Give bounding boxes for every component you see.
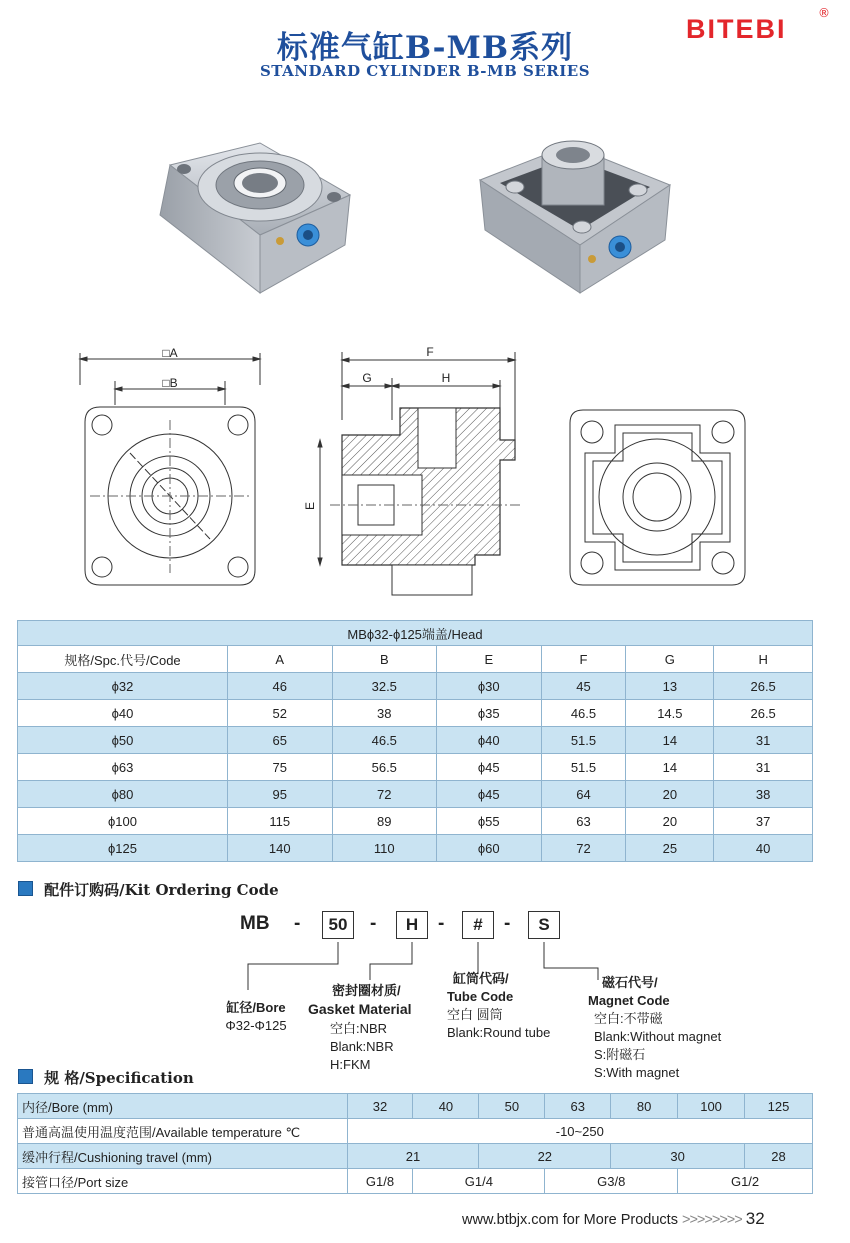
table-cell: 89 bbox=[332, 808, 437, 835]
gasket-option: H:FKM bbox=[330, 1057, 371, 1072]
code-bore-box: 50 bbox=[322, 911, 354, 939]
table-cell: 65 bbox=[228, 727, 332, 754]
kit-heading-text: 配件订购码/Kit Ordering Code bbox=[44, 881, 279, 899]
magnet-title-cn: 磁石代号/ bbox=[602, 975, 658, 990]
gasket-title-cn: 密封圈材质/ bbox=[332, 983, 401, 998]
magnet-option: S:附磁石 bbox=[594, 1047, 646, 1062]
table-cell: 95 bbox=[228, 781, 332, 808]
table-cell: 46.5 bbox=[541, 700, 626, 727]
table-row bbox=[18, 835, 813, 862]
drawing-section-view bbox=[300, 340, 540, 605]
table-cell: ϕ35 bbox=[437, 700, 541, 727]
spec-row-port bbox=[18, 1169, 813, 1194]
table-cell: 20 bbox=[626, 781, 714, 808]
magnet-option: Blank:Without magnet bbox=[594, 1029, 722, 1044]
footer-link[interactable]: www.btbjx.com for More Products bbox=[462, 1212, 678, 1228]
spec-cell: 22 bbox=[479, 1144, 611, 1169]
table-cell: 56.5 bbox=[332, 754, 437, 781]
gasket-block bbox=[308, 982, 412, 1074]
column-header: B bbox=[332, 646, 437, 673]
table-cell: ϕ45 bbox=[437, 754, 541, 781]
dim-label-f: F bbox=[426, 345, 434, 359]
spec-cell: 63 bbox=[545, 1094, 611, 1119]
table-cell: 75 bbox=[228, 754, 332, 781]
spec-label: 内径/Bore (mm) bbox=[18, 1094, 348, 1119]
gasket-title-en: Gasket Material bbox=[308, 1001, 412, 1017]
code-dash: - bbox=[438, 913, 445, 934]
table-cell: 38 bbox=[714, 781, 813, 808]
spec-row-bore bbox=[18, 1094, 813, 1119]
tube-title-cn: 缸筒代码/ bbox=[453, 971, 509, 986]
table-cell: ϕ40 bbox=[437, 727, 541, 754]
magnet-option: S:With magnet bbox=[594, 1065, 680, 1080]
tube-title-en: Tube Code bbox=[447, 989, 514, 1004]
spec-cell: 21 bbox=[347, 1144, 479, 1169]
table-cell: 25 bbox=[626, 835, 714, 862]
table-cell: ϕ55 bbox=[437, 808, 541, 835]
magnet-title-en: Magnet Code bbox=[588, 993, 670, 1008]
dim-label-g: G bbox=[362, 371, 372, 385]
spec-cell: -10~250 bbox=[347, 1119, 812, 1144]
kit-section-heading bbox=[18, 880, 279, 901]
table-cell: 13 bbox=[626, 673, 714, 700]
page-title: 标准气缸B-MB系列 bbox=[276, 30, 574, 66]
spec-cell: 125 bbox=[745, 1094, 813, 1119]
column-header: E bbox=[437, 646, 541, 673]
drawing-front-view bbox=[70, 345, 270, 595]
table-cell: ϕ100 bbox=[18, 808, 228, 835]
spec-row-temperature bbox=[18, 1119, 813, 1144]
table-cell: ϕ32 bbox=[18, 673, 228, 700]
code-dash: - bbox=[294, 913, 301, 934]
table-cell: ϕ45 bbox=[437, 781, 541, 808]
gasket-option: 空白:NBR bbox=[330, 1021, 388, 1036]
gasket-option: Blank:NBR bbox=[330, 1039, 394, 1054]
table-cell: ϕ125 bbox=[18, 835, 228, 862]
table-cell: 110 bbox=[332, 835, 437, 862]
table-cell: 38 bbox=[332, 700, 437, 727]
specification-table bbox=[17, 1093, 813, 1194]
table-cell: 46.5 bbox=[332, 727, 437, 754]
table-caption: MBϕ32-ϕ125端盖/Head bbox=[18, 621, 813, 646]
section-bullet-icon bbox=[18, 881, 33, 896]
spec-cell: 32 bbox=[347, 1094, 413, 1119]
table-row bbox=[18, 673, 813, 700]
column-header: A bbox=[228, 646, 332, 673]
code-gasket-box: H bbox=[396, 911, 428, 939]
table-cell: 51.5 bbox=[541, 754, 626, 781]
spec-cell: G1/2 bbox=[678, 1169, 813, 1194]
tube-block bbox=[447, 970, 550, 1042]
head-dimension-table bbox=[17, 620, 813, 862]
spec-row-cushion bbox=[18, 1144, 813, 1169]
table-cell: 37 bbox=[714, 808, 813, 835]
spec-label: 普通高温使用温度范围/Available temperature ℃ bbox=[18, 1119, 348, 1144]
code-dash: - bbox=[504, 913, 511, 934]
magnet-option: 空白:不带磁 bbox=[594, 1011, 663, 1026]
code-tube-box: # bbox=[462, 911, 494, 939]
table-cell: 72 bbox=[332, 781, 437, 808]
dim-label-b: □B bbox=[162, 376, 178, 390]
table-row bbox=[18, 781, 813, 808]
product-photo-back bbox=[470, 135, 680, 295]
column-header: F bbox=[541, 646, 626, 673]
table-cell: 26.5 bbox=[714, 673, 813, 700]
table-cell: 14.5 bbox=[626, 700, 714, 727]
column-header: H bbox=[714, 646, 813, 673]
spec-cell: 28 bbox=[745, 1144, 813, 1169]
spec-heading-text: 规 格/Specification bbox=[44, 1069, 194, 1087]
column-header: G bbox=[626, 646, 714, 673]
spec-cell: G1/8 bbox=[347, 1169, 413, 1194]
section-bullet-icon bbox=[18, 1069, 33, 1084]
table-cell: 31 bbox=[714, 727, 813, 754]
table-cell: 20 bbox=[626, 808, 714, 835]
drawing-rear-view bbox=[565, 405, 750, 590]
bore-title: 缸径/Bore bbox=[226, 1000, 286, 1015]
footer bbox=[462, 1209, 765, 1229]
table-cell: 26.5 bbox=[714, 700, 813, 727]
table-header-row bbox=[18, 646, 813, 673]
table-cell: ϕ30 bbox=[437, 673, 541, 700]
spec-cell: 30 bbox=[611, 1144, 745, 1169]
code-magnet-box: S bbox=[528, 911, 560, 939]
table-cell: 52 bbox=[228, 700, 332, 727]
table-cell: 14 bbox=[626, 727, 714, 754]
page-number: 32 bbox=[745, 1209, 765, 1228]
table-cell: 14 bbox=[626, 754, 714, 781]
code-dash: - bbox=[370, 913, 377, 934]
table-row bbox=[18, 754, 813, 781]
page-subtitle: STANDARD CYLINDER B-MB SERIES bbox=[259, 62, 591, 80]
table-cell: 51.5 bbox=[541, 727, 626, 754]
table-cell: ϕ40 bbox=[18, 700, 228, 727]
dim-label-h: H bbox=[441, 371, 451, 385]
code-prefix: MB bbox=[240, 913, 270, 934]
table-row bbox=[18, 700, 813, 727]
table-cell: ϕ80 bbox=[18, 781, 228, 808]
table-cell: 115 bbox=[228, 808, 332, 835]
table-cell: ϕ60 bbox=[437, 835, 541, 862]
table-cell: ϕ63 bbox=[18, 754, 228, 781]
registered-mark: ® bbox=[818, 6, 830, 20]
table-row bbox=[18, 808, 813, 835]
spec-cell: 40 bbox=[413, 1094, 479, 1119]
table-cell: 31 bbox=[714, 754, 813, 781]
spec-section-heading bbox=[18, 1068, 194, 1089]
dim-label-a: □A bbox=[162, 346, 178, 360]
product-photo-front bbox=[150, 135, 360, 295]
bore-block bbox=[216, 999, 296, 1035]
table-cell: 64 bbox=[541, 781, 626, 808]
table-row bbox=[18, 727, 813, 754]
table-cell: 63 bbox=[541, 808, 626, 835]
column-header: 规格/Spc.代号/Code bbox=[18, 646, 228, 673]
spec-label: 接管口径/Port size bbox=[18, 1169, 348, 1194]
tube-option: Blank:Round tube bbox=[447, 1025, 551, 1040]
magnet-block bbox=[588, 974, 721, 1082]
spec-label: 缓冲行程/Cushioning travel (mm) bbox=[18, 1144, 348, 1169]
bore-range: Φ32-Φ125 bbox=[225, 1018, 287, 1033]
kit-leader-lines bbox=[230, 938, 610, 998]
spec-cell: G1/4 bbox=[413, 1169, 545, 1194]
table-cell: 46 bbox=[228, 673, 332, 700]
spec-cell: 100 bbox=[678, 1094, 745, 1119]
table-cell: 32.5 bbox=[332, 673, 437, 700]
dim-label-e: E bbox=[303, 501, 317, 511]
spec-cell: 50 bbox=[479, 1094, 545, 1119]
brand-logo: BITEBI bbox=[686, 14, 787, 44]
spec-cell: G3/8 bbox=[545, 1169, 678, 1194]
table-cell: ϕ50 bbox=[18, 727, 228, 754]
footer-arrows: >>>>>>>> bbox=[682, 1212, 742, 1228]
table-cell: 40 bbox=[714, 835, 813, 862]
table-cell: 140 bbox=[228, 835, 332, 862]
table-cell: 72 bbox=[541, 835, 626, 862]
table-cell: 45 bbox=[541, 673, 626, 700]
tube-option: 空白 圆筒 bbox=[447, 1007, 503, 1022]
spec-cell: 80 bbox=[611, 1094, 678, 1119]
